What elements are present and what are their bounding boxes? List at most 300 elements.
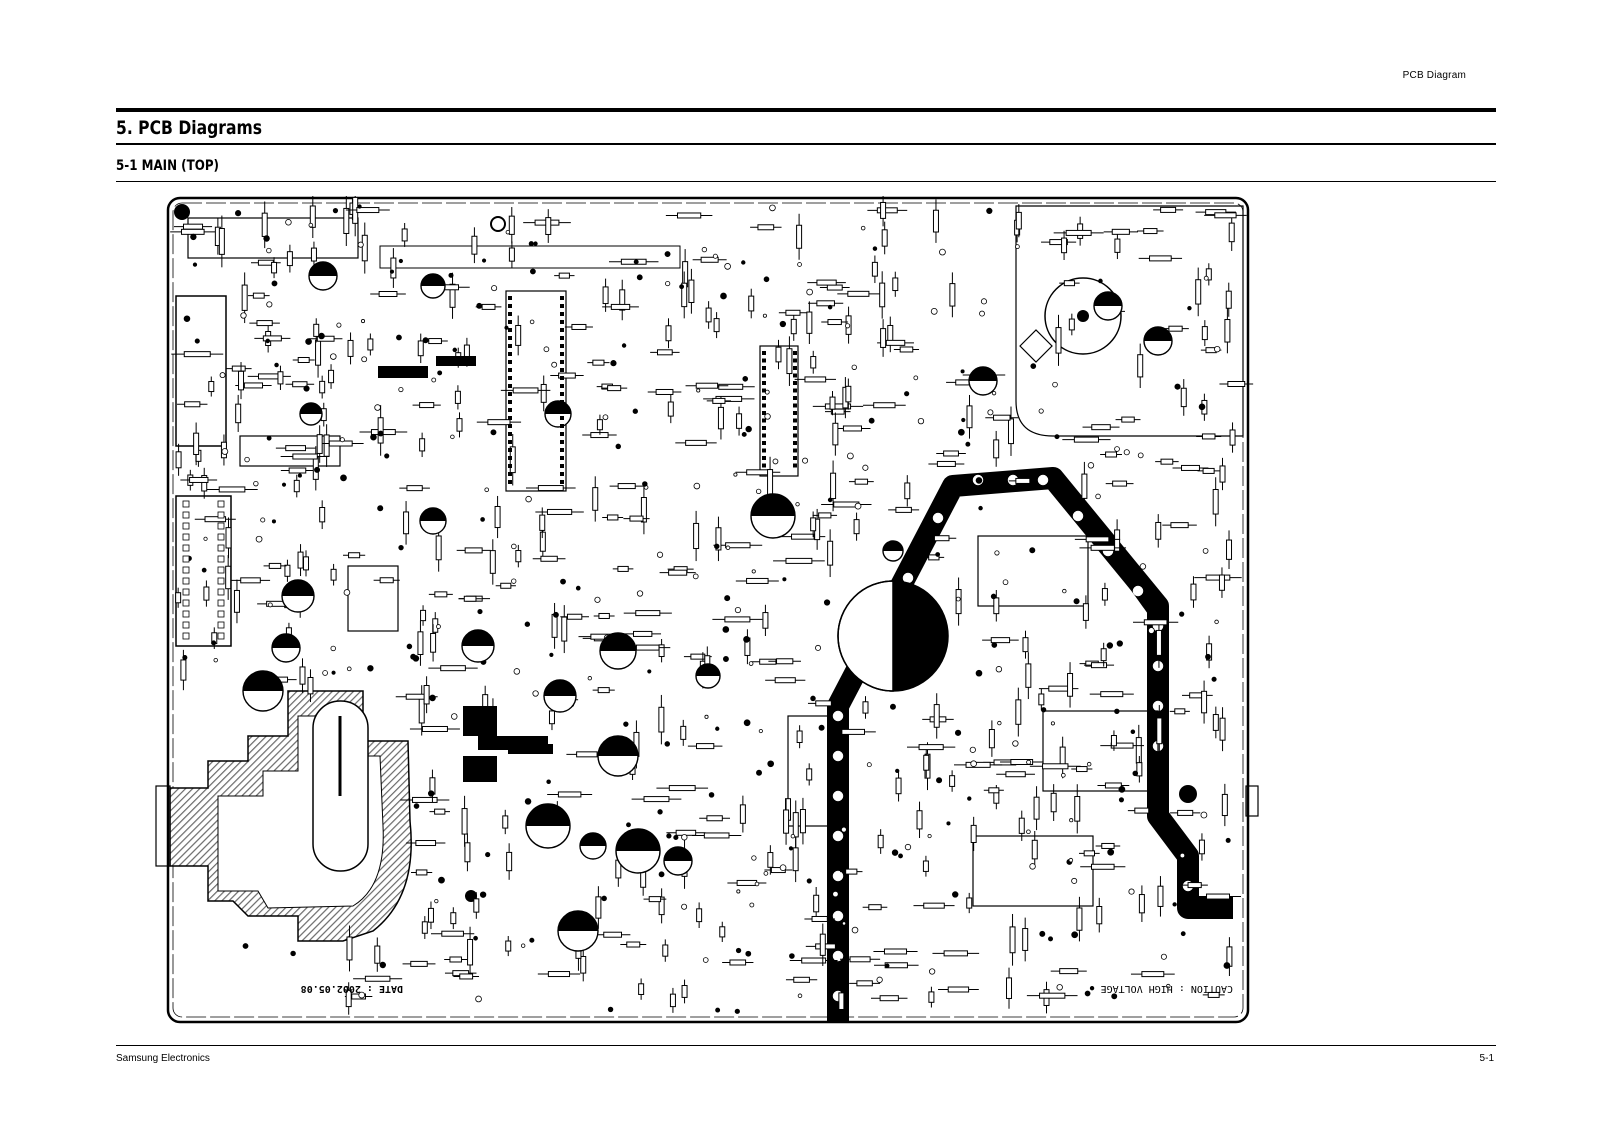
resistor (1064, 281, 1074, 286)
via (1072, 878, 1077, 883)
ic-pin (560, 336, 564, 340)
via (682, 904, 687, 909)
via (282, 483, 285, 486)
resistor (805, 377, 826, 382)
resistor (262, 213, 267, 236)
ic-pin (560, 352, 564, 356)
via (1015, 245, 1019, 249)
resistor (239, 371, 244, 390)
resistor (181, 229, 204, 234)
resistor (253, 293, 264, 298)
via (855, 503, 861, 509)
via (936, 778, 941, 783)
date-text: DATE : 2002.05.08 (300, 983, 403, 994)
ic-pin (560, 304, 564, 308)
resistor (828, 541, 833, 565)
resistor (244, 383, 262, 388)
via (752, 570, 755, 573)
via (1204, 276, 1208, 280)
resistor (298, 552, 303, 568)
resistor (1207, 894, 1230, 899)
via (550, 653, 553, 656)
resistor (633, 631, 651, 636)
trace-hole (933, 513, 943, 523)
via (378, 431, 383, 436)
via (438, 371, 442, 375)
ic-pin (508, 320, 512, 324)
ic-pin (508, 440, 512, 444)
resistor (1203, 468, 1214, 473)
resistor (509, 216, 514, 234)
header-pin (218, 534, 224, 540)
via (798, 994, 802, 998)
ic-pin (560, 384, 564, 388)
resistor (811, 357, 816, 368)
resistor (506, 941, 511, 951)
via (314, 467, 319, 472)
ic-pin (560, 456, 564, 460)
via (665, 251, 670, 256)
via (958, 429, 964, 435)
ic-package (508, 744, 553, 754)
via (780, 321, 786, 327)
resistor (436, 536, 441, 560)
via (736, 948, 741, 953)
ic-pin (762, 464, 766, 468)
via (743, 376, 748, 381)
resistor (1006, 772, 1025, 777)
via (603, 415, 608, 420)
ic-pin (793, 351, 797, 355)
resistor (881, 202, 886, 218)
resistor (611, 304, 629, 309)
resistor (418, 341, 423, 356)
via (505, 326, 508, 329)
trace-hole (1133, 586, 1143, 596)
resistor (689, 280, 694, 302)
resistor (416, 841, 436, 846)
via (633, 409, 638, 414)
via (423, 338, 428, 343)
resistor (719, 384, 743, 389)
via (852, 365, 857, 370)
header-pin (183, 622, 189, 628)
resistor (468, 939, 473, 964)
resistor (1032, 840, 1037, 859)
via (952, 892, 958, 898)
resistor (669, 786, 695, 791)
resistor (293, 454, 317, 459)
via (796, 503, 800, 507)
resistor (287, 252, 292, 266)
resistor (855, 479, 867, 484)
via (268, 603, 272, 607)
resistor (618, 484, 635, 489)
header-pin (183, 523, 189, 529)
pcb-diagram-figure (148, 196, 1298, 1028)
resistor (562, 617, 567, 641)
ic-package (436, 356, 476, 366)
resistor (776, 347, 781, 362)
header-pin (183, 545, 189, 551)
via (267, 436, 271, 440)
resistor (1213, 715, 1218, 731)
resistor (1191, 584, 1196, 600)
via (998, 721, 1002, 725)
via (1057, 984, 1063, 990)
via (241, 313, 247, 319)
resistor (503, 816, 508, 828)
via (1072, 932, 1078, 938)
resistor (516, 551, 521, 562)
resistor (1069, 319, 1074, 330)
resistor (1202, 434, 1215, 439)
resistor (994, 598, 999, 614)
resistor (839, 993, 844, 1010)
resistor (278, 372, 283, 384)
via (807, 289, 813, 295)
ic-pin (508, 360, 512, 364)
resistor (1220, 718, 1225, 740)
resistor (737, 880, 756, 885)
via (362, 357, 367, 362)
resistor (1106, 452, 1117, 457)
via (970, 747, 975, 752)
header-pin (218, 611, 224, 617)
ic-pin (508, 416, 512, 420)
resistor (1016, 212, 1021, 229)
resistor (1171, 523, 1188, 528)
via (976, 670, 982, 676)
ic-pin (560, 448, 564, 452)
resistor (324, 435, 329, 456)
via (749, 662, 753, 666)
resistor (549, 711, 554, 724)
via (390, 270, 393, 273)
resistor (1188, 883, 1201, 888)
ic-pin (762, 441, 766, 445)
via (763, 314, 766, 317)
via (861, 226, 865, 230)
via (413, 656, 419, 662)
via (890, 704, 895, 709)
trace-hole (833, 831, 843, 841)
resistor (794, 977, 810, 982)
header-pin (218, 589, 224, 595)
resistor (462, 809, 467, 834)
via (815, 645, 820, 650)
resistor (1113, 481, 1127, 486)
ic-pin (762, 419, 766, 423)
via (1119, 798, 1123, 802)
via (759, 729, 762, 732)
via (534, 242, 538, 246)
via (768, 761, 774, 767)
resistor (793, 813, 798, 837)
via (399, 387, 403, 391)
via (714, 544, 719, 549)
via (680, 285, 684, 289)
via (438, 877, 444, 883)
header-pin (183, 589, 189, 595)
resistor (380, 578, 393, 583)
via (1199, 404, 1205, 410)
ic-pin (508, 376, 512, 380)
via (914, 376, 918, 380)
resistor (1023, 929, 1028, 951)
via (713, 254, 717, 258)
resistor (967, 406, 972, 428)
resistor (1144, 620, 1167, 625)
resistor (1139, 895, 1144, 913)
via (330, 354, 336, 360)
resistor (464, 596, 476, 601)
resistor (1039, 694, 1044, 705)
resistor (819, 513, 831, 518)
resistor (696, 383, 717, 388)
via (1117, 641, 1122, 646)
ic-pin (560, 440, 564, 444)
resistor (814, 895, 819, 912)
header-rule (116, 108, 1496, 112)
via (616, 444, 621, 449)
header-pin (183, 567, 189, 573)
ic-pin (508, 448, 512, 452)
via (375, 405, 381, 411)
footer-publisher: Samsung Electronics (116, 1053, 210, 1064)
trace-hole (1153, 661, 1163, 671)
ic-pin (793, 426, 797, 430)
resistor (320, 381, 325, 392)
via (385, 454, 389, 458)
via (430, 695, 436, 701)
via (756, 489, 761, 494)
resistor (1082, 474, 1087, 498)
via (1115, 709, 1120, 714)
via (399, 545, 404, 550)
resistor (749, 296, 754, 311)
via (702, 247, 707, 252)
via (485, 488, 489, 492)
resistor (416, 870, 427, 875)
resistor (1136, 738, 1141, 763)
via (358, 205, 361, 208)
resistor (548, 972, 569, 977)
via (674, 835, 678, 839)
ic-pin (508, 472, 512, 476)
resistor (413, 797, 438, 802)
resistor (419, 698, 424, 723)
via (1133, 771, 1138, 776)
resistor (971, 825, 976, 842)
ic-pin (560, 312, 564, 316)
via (694, 483, 700, 489)
ic-pin (560, 464, 564, 468)
resistor (618, 566, 628, 571)
resistor (176, 452, 181, 468)
via (183, 655, 187, 659)
resistor (929, 992, 934, 1002)
via (214, 658, 218, 662)
ic-pin (508, 400, 512, 404)
resistor (630, 516, 643, 521)
via (819, 725, 824, 730)
resistor (1178, 810, 1193, 815)
via (319, 333, 325, 339)
via (1048, 937, 1052, 941)
resistor (758, 225, 774, 230)
resistor (1220, 466, 1225, 482)
resistor (421, 610, 426, 620)
resistor (331, 569, 336, 580)
resistor (1215, 213, 1236, 218)
via (533, 691, 539, 697)
via (428, 791, 434, 797)
via (407, 644, 412, 649)
ic-pin (560, 296, 564, 300)
ic-pin (793, 456, 797, 460)
via (347, 667, 351, 671)
via (928, 834, 931, 837)
resistor (242, 285, 247, 310)
resistor (236, 404, 241, 423)
ic-pin (560, 416, 564, 420)
resistor (669, 570, 687, 575)
via (783, 578, 786, 581)
resistor (190, 477, 208, 482)
resistor (184, 352, 210, 357)
via (697, 389, 700, 392)
resistor (1182, 465, 1200, 470)
ic-pin (793, 464, 797, 468)
ic-pin (793, 404, 797, 408)
resistor (768, 470, 773, 496)
footer-rule (116, 1045, 1496, 1046)
resistor (747, 470, 769, 475)
via (525, 799, 531, 805)
resistor (1040, 993, 1065, 998)
via (267, 302, 272, 307)
via (474, 936, 478, 940)
resistor (558, 792, 580, 797)
ic-package (463, 706, 497, 736)
via (746, 951, 751, 956)
via (980, 311, 985, 316)
resistor (967, 898, 972, 908)
via (725, 263, 731, 269)
via (267, 248, 272, 253)
resistor (1138, 355, 1143, 377)
ic-pin (560, 480, 564, 484)
via (904, 392, 908, 396)
section-rule (116, 181, 1496, 182)
via (480, 892, 486, 898)
resistor (919, 745, 943, 750)
ic-pin (793, 449, 797, 453)
via (191, 234, 197, 240)
via (828, 498, 832, 502)
resistor (1066, 230, 1091, 235)
ic-pin (762, 449, 766, 453)
via (286, 219, 292, 225)
resistor (944, 451, 959, 456)
via (547, 780, 551, 784)
via (371, 434, 377, 440)
resistor (269, 563, 280, 568)
resistor (1008, 419, 1013, 444)
resistor (457, 419, 462, 432)
resistor (1043, 764, 1068, 769)
via (936, 552, 940, 556)
via (380, 962, 386, 968)
via (298, 474, 301, 477)
resistor (807, 769, 812, 780)
resistor (404, 512, 409, 534)
via (478, 609, 482, 613)
resistor (644, 797, 669, 802)
via (449, 273, 453, 277)
via (1124, 450, 1129, 455)
via (642, 482, 647, 487)
resistor (649, 897, 660, 902)
resistor (1161, 207, 1176, 212)
via (561, 579, 566, 584)
via (245, 457, 250, 462)
via (1053, 382, 1058, 387)
via (703, 958, 708, 963)
via (1088, 463, 1094, 469)
ic-pin (508, 384, 512, 388)
ic-pin (560, 408, 564, 412)
resistor (989, 730, 994, 748)
ic-pin (560, 360, 564, 364)
via (1212, 677, 1216, 681)
header-pin (218, 512, 224, 518)
via (716, 1008, 720, 1012)
resistor (621, 259, 646, 264)
resistor (391, 258, 396, 278)
via (1013, 741, 1019, 747)
ic-pin (508, 304, 512, 308)
via (737, 890, 740, 893)
via (1188, 306, 1192, 310)
resistor (428, 908, 433, 922)
resistor (872, 262, 877, 276)
via (611, 360, 616, 365)
resistor (378, 418, 383, 443)
resistor (1225, 320, 1230, 343)
via (1214, 346, 1220, 352)
resistor (828, 320, 841, 325)
via (885, 964, 889, 968)
ic-pin (793, 374, 797, 378)
via (955, 730, 960, 735)
via (511, 544, 516, 549)
resistor (1091, 545, 1114, 550)
ic-pin (508, 344, 512, 348)
resistor (232, 366, 245, 371)
via (1119, 786, 1125, 792)
resistor (1034, 797, 1039, 819)
resistor (793, 848, 798, 871)
via (770, 205, 776, 211)
resistor (900, 347, 913, 352)
via (552, 362, 557, 367)
resistor (1156, 630, 1161, 655)
via (658, 810, 663, 815)
resistor (1156, 522, 1161, 539)
resistor (1101, 692, 1123, 697)
